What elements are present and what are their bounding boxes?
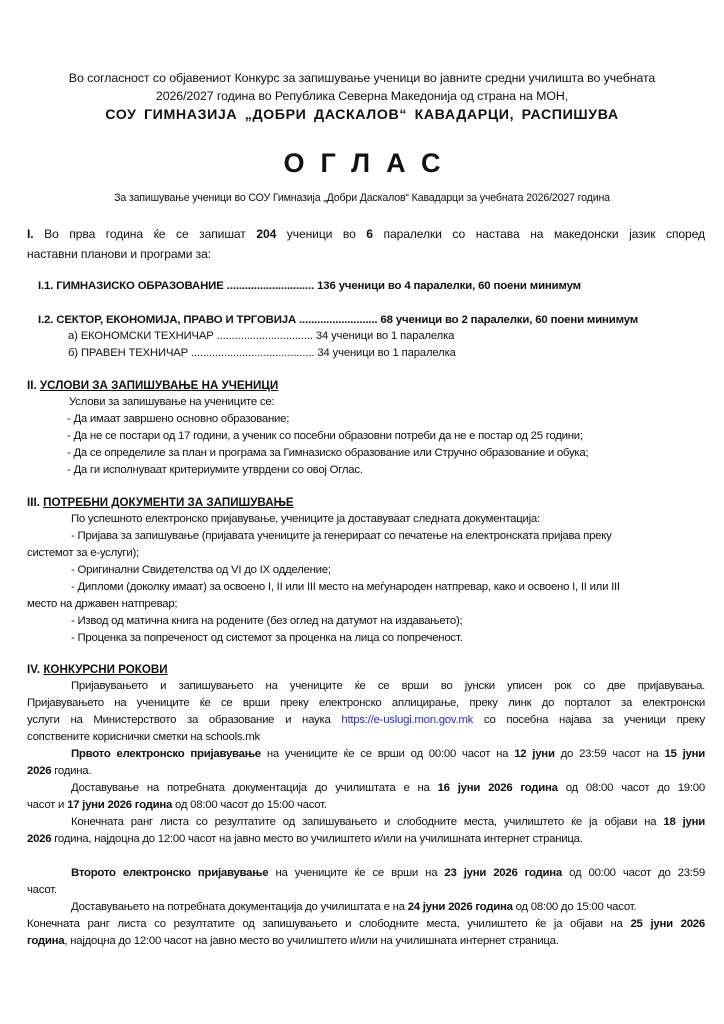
documents-delivery-1-line-1: Доставување на потребната документација до училиштата е на 16 јуни 2026 година од 08:00 часот до 19:00 [71, 782, 705, 794]
rank-list-2-line-1: Конечната ранг листа со резултатите од запишувањето и слободните места, училиштето ќе ја објави на 25 јуни 2026 [27, 918, 705, 930]
subprogram-economic-technician: а) ЕКОНОМСКИ ТЕХНИЧАР ................................ 34 ученици во 1 паралелка [68, 330, 455, 342]
document-item: - Извод од матична книга на родените (без оглед на датумот на издавањето); [71, 615, 463, 627]
program-item-gymnasium [38, 281, 581, 292]
program-value: 68 ученици во 2 паралелки, 60 поени минимум [377, 314, 639, 326]
section-2-intro: Услови за запишување на учениците се: [69, 396, 275, 408]
program-label: I.2. СЕКТОР, ЕКОНОМИЈА, ПРАВО И ТРГОВИЈА .......................... [38, 314, 378, 326]
deadlines-paragraph-line: сопствените кориснички сметки на schools.mk [27, 731, 260, 743]
document-item-line-2: системот за е-услуги); [27, 547, 139, 559]
document-item-line-2: место на државен натпревар; [27, 598, 178, 610]
intro-line-2: 2026/2027 година во Република Северна Македонија од страна на МОН, [155, 89, 569, 103]
rank-list-1-line-1: Конечната ранг листа со резултатите од запишувањето и слободните места, училиштето ќе ја објави на 18 јуни [71, 816, 705, 828]
condition-item: - Да не се постари од 17 години, а ученик со посебни образовни потреби да не е постар од 25 години; [67, 430, 583, 442]
section-1-intro-line-1: I. Во прва година ќе се запишат 204 ученици во 6 паралелки со настава на македонски јазик според [27, 227, 705, 241]
condition-item: - Да се определиле за план и програма за Гимназиско образование или Стручно образование и обука; [67, 447, 589, 459]
program-item-economy-law-trade [38, 315, 638, 326]
document-item-line-1: - Пријава за запишување (пријавата учениците ја генерираат со печатење на електронската пријава преку [71, 530, 612, 542]
document-title: ОГЛАС [283, 148, 457, 178]
documents-delivery-1-line-2: часот и 17 јуни 2026 година од 08:00 часот до 15:00 часот. [27, 799, 327, 811]
condition-item: - Да имаат завршено основно образование; [67, 413, 290, 425]
section-3-intro: По успешното електронско пријавување, учениците ја доставуваат следната документација: [71, 513, 540, 525]
program-label: I.1. ГИМНАЗИСКО ОБРАЗОВАНИЕ ............................. [38, 280, 315, 292]
deadlines-paragraph-line: Пријавувањето на учениците ќе се врши преку електронско аплицирање, преку линк до порталот за електронски [27, 697, 705, 709]
second-application-line-2: часот. [27, 884, 57, 896]
section-4-heading: IV. КОНКУРСНИ РОКОВИ [27, 663, 168, 676]
intro-line-1: Во согласност со објавениот Конкурс за запишување ученици во јавните средни училишта во учебната [68, 71, 656, 85]
document-item: - Проценка за попреченост од системот за проценка на лица со попреченост. [71, 632, 463, 644]
section-1-intro-line-2: наставни планови и програми за: [27, 247, 212, 261]
section-3-heading: III. ПОТРЕБНИ ДОКУМЕНТИ ЗА ЗАПИШУВАЊЕ [27, 496, 294, 509]
deadlines-paragraph-line: услуги на Министерството за образование и наука https://e-uslugi.mon.gov.mk со посебна најава за ученици преку [27, 714, 705, 726]
school-name-heading: СОУ ГИМНАЗИЈА „ДОБРИ ДАСКАЛОВ“ КАВАДАРЦИ, РАСПИШУВА [105, 107, 619, 123]
document-subtitle: За запишување ученици во СОУ Гимназија „Добри Даскалов“ Кавадарци за учебната 2026/2027 година [114, 192, 610, 204]
deadlines-paragraph-line: Пријавувањето и запишувањето на учениците ќе се врши во јунски уписен рок со две пријавувања. [71, 680, 705, 692]
rank-list-2-line-2: година, најдоцна до 12:00 часот на јавно место во училиштето и/или на училишната интернет страница. [27, 935, 559, 947]
e-uslugi-link[interactable]: https://e-uslugi.mon.gov.mk [341, 714, 474, 726]
first-application-line-2: 2026 година. [27, 765, 92, 777]
second-application-line-1: Второто електронско пријавување на учениците ќе се врши на 23 јуни 2026 година од 00:00 часот до 23:59 [71, 867, 705, 879]
condition-item: - Да ги исполнуваат критериумите утврдени со овој Оглас. [67, 464, 363, 476]
students-total: 204 [256, 227, 277, 241]
section-1-number: I. [27, 227, 34, 241]
rank-list-1-line-2: 2026 година, најдоцна до 12:00 часот на јавно место во училиштето и/или на училишната интернет страница. [27, 833, 583, 845]
classes-total: 6 [366, 227, 373, 241]
program-value: 136 ученици во 4 паралелки, 60 поени минимум [314, 280, 581, 292]
documents-delivery-2: Доставувањето на потребната документација до училиштата е на 24 јуни 2026 година од 08:00 до 15:00 часот. [71, 901, 637, 913]
document-item: - Оригинални Свидетелства од VI до IX одделение; [71, 564, 331, 576]
document-item-line-1: - Дипломи (доколку имаат) за освоено I, II или III место на меѓународен натпревар, како и освоено I, II или III [71, 581, 620, 593]
first-application-line-1: Првото електронско пријавување на учениците ќе се врши од 00:00 часот на 12 јуни до 23:59 часот на 15 јуни [71, 748, 705, 760]
section-2-heading: II. УСЛОВИ ЗА ЗАПИШУВАЊЕ НА УЧЕНИЦИ [27, 379, 279, 392]
subprogram-legal-technician: б) ПРАВЕН ТЕХНИЧАР ......................................... 34 ученици во 1 паралелка [68, 347, 456, 359]
